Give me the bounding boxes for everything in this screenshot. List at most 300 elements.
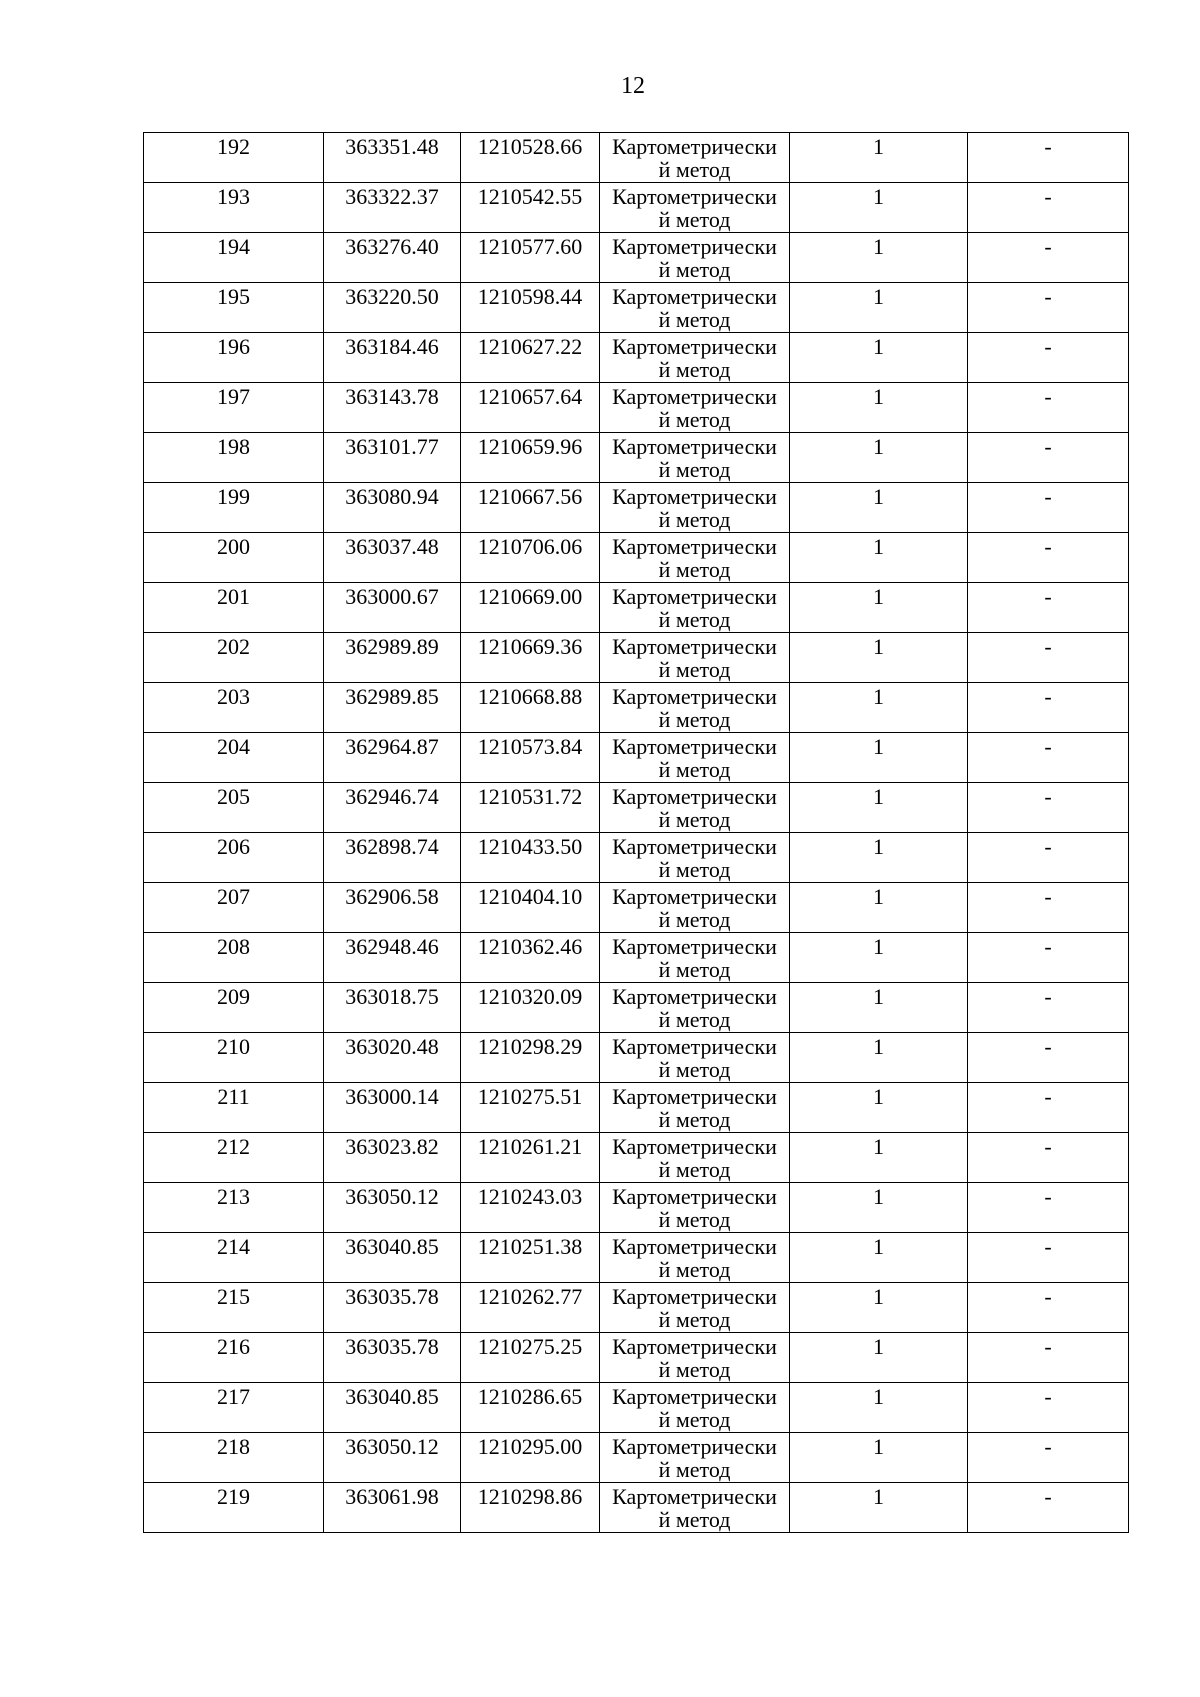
method-text-line1: Картометрически xyxy=(612,534,777,559)
coordinate-y-cell xyxy=(461,1183,600,1233)
coordinate-y-cell-text: 1210659.96 xyxy=(477,434,583,459)
coordinate-x-cell-text: 363061.98 xyxy=(345,1484,439,1509)
coordinate-y-cell xyxy=(461,1333,600,1383)
description-cell-text: - xyxy=(1044,1134,1052,1159)
coordinates-table xyxy=(143,132,1129,1533)
point-number-cell xyxy=(144,1383,324,1433)
method-text-line1: Картометрически xyxy=(612,884,777,909)
method-cell xyxy=(600,1133,790,1183)
accuracy-cell xyxy=(790,233,968,283)
coordinate-x-cell xyxy=(324,1383,461,1433)
table-row xyxy=(144,683,1129,733)
coordinate-x-cell xyxy=(324,933,461,983)
method-text xyxy=(600,983,789,1032)
method-text-line2: й метод xyxy=(658,1507,731,1532)
table-row xyxy=(144,1233,1129,1283)
description-cell-text: - xyxy=(1044,484,1052,509)
accuracy-cell-text: 1 xyxy=(873,1434,884,1459)
method-cell xyxy=(600,1033,790,1083)
point-number-cell xyxy=(144,1033,324,1083)
coordinate-x-cell-text: 363184.46 xyxy=(345,334,439,359)
description-cell xyxy=(968,1083,1129,1133)
coordinate-y-cell-text: 1210243.03 xyxy=(477,1184,583,1209)
accuracy-cell xyxy=(790,1233,968,1283)
method-text xyxy=(600,383,789,432)
accuracy-cell-text: 1 xyxy=(873,1384,884,1409)
coordinate-y-cell-text: 1210275.51 xyxy=(477,1084,583,1109)
accuracy-cell xyxy=(790,983,968,1033)
table-row xyxy=(144,583,1129,633)
table-row xyxy=(144,283,1129,333)
accuracy-cell-text: 1 xyxy=(873,834,884,859)
method-text-line1: Картометрически xyxy=(612,684,777,709)
coordinate-y-cell xyxy=(461,233,600,283)
point-number-cell xyxy=(144,183,324,233)
point-number-cell-text: 213 xyxy=(217,1184,250,1209)
table-row xyxy=(144,733,1129,783)
accuracy-cell-text: 1 xyxy=(873,334,884,359)
method-text-line1: Картометрически xyxy=(612,934,777,959)
method-text-line2: й метод xyxy=(658,1207,731,1232)
coordinate-y-cell-text: 1210251.38 xyxy=(477,1234,583,1259)
point-number-cell xyxy=(144,133,324,183)
table-row xyxy=(144,1083,1129,1133)
method-text-line1: Картометрически xyxy=(612,834,777,859)
description-cell xyxy=(968,383,1129,433)
point-number-cell xyxy=(144,983,324,1033)
description-cell xyxy=(968,883,1129,933)
point-number-cell xyxy=(144,1333,324,1383)
accuracy-cell xyxy=(790,1283,968,1333)
point-number-cell-text: 202 xyxy=(217,634,250,659)
coordinate-x-cell-text: 363035.78 xyxy=(345,1334,439,1359)
coordinate-x-cell-text: 363000.67 xyxy=(345,584,439,609)
point-number-cell xyxy=(144,1183,324,1233)
point-number-cell xyxy=(144,933,324,983)
coordinate-x-cell xyxy=(324,1133,461,1183)
accuracy-cell-text: 1 xyxy=(873,584,884,609)
method-text xyxy=(600,1133,789,1182)
method-text-line2: й метод xyxy=(658,957,731,982)
coordinate-y-cell-text: 1210275.25 xyxy=(477,1334,583,1359)
method-text-line1: Картометрически xyxy=(612,1234,777,1259)
coordinate-x-cell-text: 363143.78 xyxy=(345,384,439,409)
coordinate-y-cell xyxy=(461,683,600,733)
accuracy-cell-text: 1 xyxy=(873,1184,884,1209)
coordinate-y-cell xyxy=(461,783,600,833)
coordinate-x-cell xyxy=(324,1033,461,1083)
table-row xyxy=(144,833,1129,883)
coordinate-x-cell xyxy=(324,1283,461,1333)
table-row xyxy=(144,783,1129,833)
accuracy-cell xyxy=(790,433,968,483)
accuracy-cell-text: 1 xyxy=(873,134,884,159)
point-number-cell xyxy=(144,1433,324,1483)
method-cell xyxy=(600,533,790,583)
coordinate-y-cell-text: 1210433.50 xyxy=(477,834,583,859)
coordinate-y-cell xyxy=(461,733,600,783)
coordinate-y-cell-text: 1210669.36 xyxy=(477,634,583,659)
description-cell-text: - xyxy=(1044,384,1052,409)
point-number-cell xyxy=(144,483,324,533)
point-number-cell-text: 209 xyxy=(217,984,250,1009)
method-cell xyxy=(600,233,790,283)
coordinate-x-cell-text: 363040.85 xyxy=(345,1384,439,1409)
coordinate-x-cell-text: 362989.89 xyxy=(345,634,439,659)
point-number-cell xyxy=(144,383,324,433)
description-cell xyxy=(968,1183,1129,1233)
point-number-cell-text: 214 xyxy=(217,1234,250,1259)
coordinate-x-cell-text: 363020.48 xyxy=(345,1034,439,1059)
description-cell-text: - xyxy=(1044,234,1052,259)
description-cell-text: - xyxy=(1044,334,1052,359)
description-cell xyxy=(968,483,1129,533)
method-text-line1: Картометрически xyxy=(612,584,777,609)
point-number-cell-text: 211 xyxy=(217,1084,250,1109)
description-cell-text: - xyxy=(1044,584,1052,609)
description-cell-text: - xyxy=(1044,1234,1052,1259)
method-text xyxy=(600,133,789,182)
coordinate-x-cell-text: 362906.58 xyxy=(345,884,439,909)
table-row xyxy=(144,1033,1129,1083)
method-text-line2: й метод xyxy=(658,707,731,732)
method-text-line1: Картометрически xyxy=(612,634,777,659)
method-cell xyxy=(600,683,790,733)
method-text xyxy=(600,833,789,882)
point-number-cell-text: 219 xyxy=(217,1484,250,1509)
coordinate-x-cell-text: 363101.77 xyxy=(345,434,439,459)
description-cell xyxy=(968,933,1129,983)
point-number-cell-text: 210 xyxy=(217,1034,250,1059)
coordinate-x-cell xyxy=(324,433,461,483)
point-number-cell-text: 206 xyxy=(217,834,250,859)
description-cell xyxy=(968,233,1129,283)
description-cell xyxy=(968,1383,1129,1433)
coordinate-x-cell-text: 363037.48 xyxy=(345,534,439,559)
method-text xyxy=(600,233,789,282)
method-text xyxy=(600,883,789,932)
method-text-line1: Картометрически xyxy=(612,484,777,509)
accuracy-cell xyxy=(790,1133,968,1183)
method-cell xyxy=(600,583,790,633)
method-text-line1: Картометрически xyxy=(612,984,777,1009)
description-cell xyxy=(968,633,1129,683)
table-row xyxy=(144,1183,1129,1233)
description-cell xyxy=(968,1433,1129,1483)
method-text-line1: Картометрически xyxy=(612,1134,777,1159)
coordinate-x-cell xyxy=(324,133,461,183)
method-text xyxy=(600,1383,789,1432)
coordinate-x-cell xyxy=(324,533,461,583)
description-cell-text: - xyxy=(1044,1484,1052,1509)
coordinate-x-cell xyxy=(324,183,461,233)
description-cell xyxy=(968,683,1129,733)
description-cell xyxy=(968,1483,1129,1533)
point-number-cell-text: 194 xyxy=(217,234,250,259)
description-cell-text: - xyxy=(1044,1284,1052,1309)
method-text-line2: й метод xyxy=(658,1407,731,1432)
method-text-line2: й метод xyxy=(658,157,731,182)
coordinate-y-cell-text: 1210404.10 xyxy=(477,884,583,909)
point-number-cell xyxy=(144,833,324,883)
description-cell-text: - xyxy=(1044,134,1052,159)
description-cell xyxy=(968,1133,1129,1183)
coordinate-y-cell-text: 1210669.00 xyxy=(477,584,583,609)
accuracy-cell-text: 1 xyxy=(873,1484,884,1509)
point-number-cell xyxy=(144,1483,324,1533)
point-number-cell xyxy=(144,1083,324,1133)
coordinate-x-cell xyxy=(324,983,461,1033)
point-number-cell-text: 205 xyxy=(217,784,250,809)
coordinate-y-cell-text: 1210286.65 xyxy=(477,1384,583,1409)
method-text-line2: й метод xyxy=(658,1257,731,1282)
point-number-cell xyxy=(144,283,324,333)
description-cell-text: - xyxy=(1044,434,1052,459)
coordinate-y-cell xyxy=(461,1033,600,1083)
coordinate-y-cell-text: 1210627.22 xyxy=(477,334,583,359)
description-cell xyxy=(968,433,1129,483)
description-cell xyxy=(968,583,1129,633)
description-cell-text: - xyxy=(1044,884,1052,909)
method-text xyxy=(600,1183,789,1232)
coordinate-y-cell-text: 1210262.77 xyxy=(477,1284,583,1309)
coordinate-x-cell-text: 363035.78 xyxy=(345,1284,439,1309)
accuracy-cell-text: 1 xyxy=(873,984,884,1009)
description-cell-text: - xyxy=(1044,1384,1052,1409)
method-text-line2: й метод xyxy=(658,757,731,782)
coordinate-x-cell-text: 363000.14 xyxy=(345,1084,439,1109)
method-text-line1: Картометрически xyxy=(612,134,777,159)
table-row xyxy=(144,383,1129,433)
method-text-line2: й метод xyxy=(658,807,731,832)
method-cell xyxy=(600,1233,790,1283)
accuracy-cell-text: 1 xyxy=(873,484,884,509)
point-number-cell-text: 196 xyxy=(217,334,250,359)
method-text-line2: й метод xyxy=(658,207,731,232)
coordinate-y-cell-text: 1210528.66 xyxy=(477,134,583,159)
coordinate-y-cell-text: 1210573.84 xyxy=(477,734,583,759)
coordinate-y-cell xyxy=(461,1283,600,1333)
accuracy-cell-text: 1 xyxy=(873,1334,884,1359)
method-text-line1: Картометрически xyxy=(612,1484,777,1509)
description-cell xyxy=(968,333,1129,383)
coordinate-x-cell xyxy=(324,283,461,333)
method-text xyxy=(600,483,789,532)
accuracy-cell xyxy=(790,533,968,583)
method-text-line2: й метод xyxy=(658,457,731,482)
method-cell xyxy=(600,933,790,983)
method-text xyxy=(600,1083,789,1132)
table-row xyxy=(144,333,1129,383)
point-number-cell-text: 195 xyxy=(217,284,250,309)
coordinate-y-cell xyxy=(461,883,600,933)
coordinate-x-cell-text: 363040.85 xyxy=(345,1234,439,1259)
point-number-cell xyxy=(144,783,324,833)
accuracy-cell-text: 1 xyxy=(873,784,884,809)
description-cell xyxy=(968,183,1129,233)
method-text-line1: Картометрически xyxy=(612,1334,777,1359)
coordinate-y-cell-text: 1210298.86 xyxy=(477,1484,583,1509)
coordinate-y-cell xyxy=(461,933,600,983)
method-text-line1: Картометрически xyxy=(612,184,777,209)
coordinate-x-cell-text: 363050.12 xyxy=(345,1184,439,1209)
point-number-cell-text: 192 xyxy=(217,134,250,159)
coordinate-y-cell xyxy=(461,983,600,1033)
accuracy-cell xyxy=(790,883,968,933)
accuracy-cell xyxy=(790,633,968,683)
method-text xyxy=(600,1283,789,1332)
method-cell xyxy=(600,433,790,483)
method-text-line2: й метод xyxy=(658,557,731,582)
description-cell-text: - xyxy=(1044,634,1052,659)
coordinate-y-cell xyxy=(461,133,600,183)
coordinate-y-cell-text: 1210531.72 xyxy=(477,784,583,809)
point-number-cell-text: 197 xyxy=(217,384,250,409)
accuracy-cell xyxy=(790,1183,968,1233)
method-text-line1: Картометрически xyxy=(612,334,777,359)
description-cell-text: - xyxy=(1044,1434,1052,1459)
description-cell xyxy=(968,133,1129,183)
description-cell xyxy=(968,1333,1129,1383)
method-cell xyxy=(600,283,790,333)
method-cell xyxy=(600,333,790,383)
coordinate-y-cell xyxy=(461,333,600,383)
method-cell xyxy=(600,383,790,433)
method-text-line1: Картометрически xyxy=(612,234,777,259)
coordinate-y-cell xyxy=(461,533,600,583)
method-text-line1: Картометрически xyxy=(612,734,777,759)
description-cell-text: - xyxy=(1044,834,1052,859)
accuracy-cell xyxy=(790,333,968,383)
table-row xyxy=(144,433,1129,483)
coordinate-y-cell-text: 1210668.88 xyxy=(477,684,583,709)
accuracy-cell-text: 1 xyxy=(873,734,884,759)
coordinate-x-cell-text: 363018.75 xyxy=(345,984,439,1009)
method-text-line2: й метод xyxy=(658,907,731,932)
table-row xyxy=(144,1483,1129,1533)
accuracy-cell-text: 1 xyxy=(873,1034,884,1059)
point-number-cell-text: 204 xyxy=(217,734,250,759)
coordinate-x-cell xyxy=(324,1483,461,1533)
table-row xyxy=(144,633,1129,683)
method-cell xyxy=(600,133,790,183)
method-text-line2: й метод xyxy=(658,1357,731,1382)
point-number-cell-text: 212 xyxy=(217,1134,250,1159)
method-text-line2: й метод xyxy=(658,307,731,332)
method-text xyxy=(600,1033,789,1082)
coordinate-y-cell-text: 1210577.60 xyxy=(477,234,583,259)
accuracy-cell xyxy=(790,933,968,983)
method-cell xyxy=(600,883,790,933)
coordinate-x-cell-text: 363276.40 xyxy=(345,234,439,259)
point-number-cell xyxy=(144,883,324,933)
method-text-line1: Картометрически xyxy=(612,1384,777,1409)
coordinate-x-cell xyxy=(324,833,461,883)
coordinate-y-cell xyxy=(461,183,600,233)
coordinate-y-cell xyxy=(461,1233,600,1283)
coordinate-x-cell-text: 363080.94 xyxy=(345,484,439,509)
coordinates-table-body xyxy=(144,133,1129,1533)
coordinate-y-cell-text: 1210298.29 xyxy=(477,1034,583,1059)
method-text xyxy=(600,183,789,232)
accuracy-cell xyxy=(790,1333,968,1383)
coordinate-y-cell xyxy=(461,433,600,483)
point-number-cell xyxy=(144,333,324,383)
accuracy-cell xyxy=(790,833,968,883)
accuracy-cell-text: 1 xyxy=(873,884,884,909)
table-row xyxy=(144,883,1129,933)
description-cell xyxy=(968,1283,1129,1333)
point-number-cell xyxy=(144,233,324,283)
page-number: 12 xyxy=(621,73,645,99)
accuracy-cell-text: 1 xyxy=(873,234,884,259)
point-number-cell xyxy=(144,533,324,583)
method-cell xyxy=(600,733,790,783)
table-row xyxy=(144,1283,1129,1333)
coordinate-y-cell-text: 1210667.56 xyxy=(477,484,583,509)
coordinate-y-cell-text: 1210320.09 xyxy=(477,984,583,1009)
description-cell xyxy=(968,283,1129,333)
method-text-line1: Картометрически xyxy=(612,1184,777,1209)
coordinate-y-cell-text: 1210362.46 xyxy=(477,934,583,959)
accuracy-cell-text: 1 xyxy=(873,634,884,659)
accuracy-cell-text: 1 xyxy=(873,1084,884,1109)
accuracy-cell-text: 1 xyxy=(873,534,884,559)
coordinate-x-cell xyxy=(324,783,461,833)
accuracy-cell xyxy=(790,133,968,183)
table-row xyxy=(144,983,1129,1033)
method-text-line2: й метод xyxy=(658,1107,731,1132)
method-text-line2: й метод xyxy=(658,1007,731,1032)
accuracy-cell xyxy=(790,1383,968,1433)
accuracy-cell xyxy=(790,383,968,433)
method-text-line2: й метод xyxy=(658,657,731,682)
coordinate-x-cell-text: 362989.85 xyxy=(345,684,439,709)
method-text-line2: й метод xyxy=(658,407,731,432)
description-cell xyxy=(968,983,1129,1033)
table-row xyxy=(144,1333,1129,1383)
method-text xyxy=(600,633,789,682)
coordinate-y-cell xyxy=(461,383,600,433)
point-number-cell xyxy=(144,583,324,633)
table-row xyxy=(144,933,1129,983)
method-text-line2: й метод xyxy=(658,507,731,532)
coordinate-x-cell-text: 363023.82 xyxy=(345,1134,439,1159)
method-text-line2: й метод xyxy=(658,1307,731,1332)
accuracy-cell xyxy=(790,483,968,533)
method-text xyxy=(600,283,789,332)
method-text xyxy=(600,583,789,632)
method-text xyxy=(600,683,789,732)
accuracy-cell-text: 1 xyxy=(873,934,884,959)
coordinate-x-cell-text: 362948.46 xyxy=(345,934,439,959)
method-text-line2: й метод xyxy=(658,607,731,632)
description-cell xyxy=(968,783,1129,833)
point-number-cell-text: 208 xyxy=(217,934,250,959)
accuracy-cell-text: 1 xyxy=(873,184,884,209)
point-number-cell-text: 217 xyxy=(217,1384,250,1409)
method-text-line1: Картометрически xyxy=(612,1284,777,1309)
coordinate-x-cell xyxy=(324,1083,461,1133)
method-text-line1: Картометрически xyxy=(612,284,777,309)
description-cell-text: - xyxy=(1044,784,1052,809)
point-number-cell-text: 215 xyxy=(217,1284,250,1309)
method-text xyxy=(600,1333,789,1382)
coordinate-y-cell xyxy=(461,583,600,633)
method-text-line1: Картометрически xyxy=(612,784,777,809)
coordinate-x-cell-text: 363322.37 xyxy=(345,184,439,209)
coordinate-x-cell xyxy=(324,383,461,433)
